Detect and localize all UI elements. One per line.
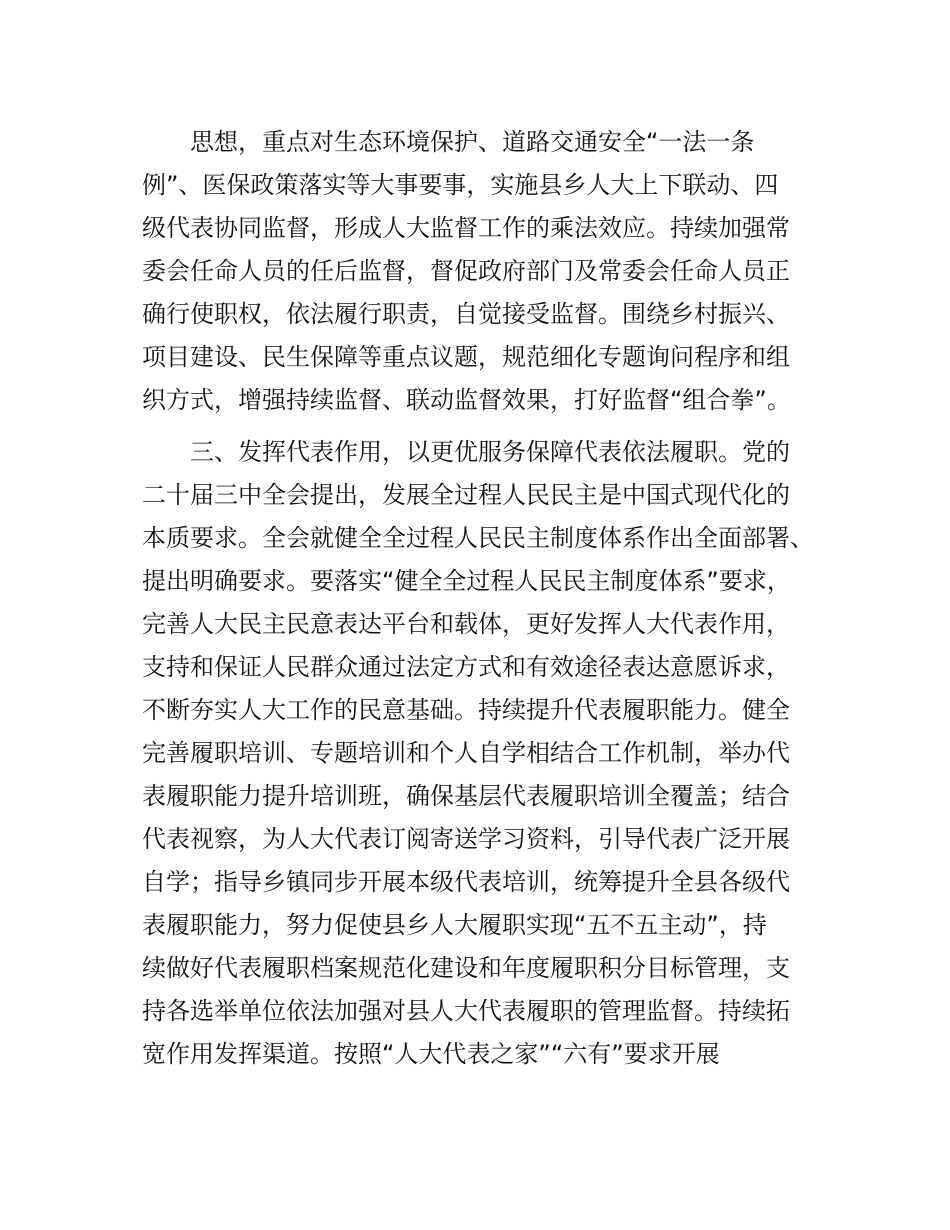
paragraph-1-line-6: 项目建设、民生保障等重点议题，规范细化专题询问程序和组 bbox=[142, 343, 790, 371]
paragraph-2-line-6: 支持和保证人民群众通过法定方式和有效途径表达意愿诉求， bbox=[142, 653, 790, 681]
paragraph-1-line-3: 级代表协同监督，形成人大监督工作的乘法效应。持续加强常 bbox=[142, 214, 790, 242]
paragraph-2-line-4: 提出明确要求。要落实“健全全过程人民民主制度体系”要求， bbox=[142, 567, 791, 595]
paragraph-2-line-8: 完善履职培训、专题培训和个人自学相结合工作机制，举办代 bbox=[142, 739, 790, 767]
paragraph-2-line-1: 三、发挥代表作用，以更优服务保障代表依法履职。党的 bbox=[190, 438, 790, 466]
paragraph-1-line-2: 例”、医保政策落实等大事要事，实施县乡人大上下联动、四 bbox=[142, 171, 779, 199]
paragraph-1-line-4: 委会任命人员的任后监督，督促政府部门及常委会任命人员正 bbox=[142, 257, 790, 285]
paragraph-2-line-15: 宽作用发挥渠道。按照“人大代表之家”“六有”要求开展 bbox=[142, 1040, 720, 1068]
paragraph-2-line-10: 代表视察，为人大代表订阅寄送学习资料，引导代表广泛开展 bbox=[142, 825, 790, 853]
paragraph-1-line-7: 织方式，增强持续监督、联动监督效果，打好监督“组合拳”。 bbox=[142, 386, 791, 414]
paragraph-2-line-12: 表履职能力，努力促使县乡人大履职实现“五不五主动”，持 bbox=[142, 911, 767, 939]
paragraph-1-line-5: 确行使职权，依法履行职责，自觉接受监督。围绕乡村振兴、 bbox=[142, 300, 790, 328]
paragraph-2-line-7: 不断夯实人大工作的民意基础。持续提升代表履职能力。健全 bbox=[142, 696, 790, 724]
paragraph-2-line-5: 完善人大民主民意表达平台和载体，更好发挥人大代表作用， bbox=[142, 610, 790, 638]
paragraph-2-line-2: 二十届三中全会提出，发展全过程人民民主是中国式现代化的 bbox=[142, 481, 790, 509]
paragraph-2-line-14: 持各选举单位依法加强对县人大代表履职的管理监督。持续拓 bbox=[142, 997, 790, 1025]
paragraph-2-line-11: 自学；指导乡镇同步开展本级代表培训，统筹提升全县各级代 bbox=[142, 868, 790, 896]
paragraph-2-line-9: 表履职能力提升培训班，确保基层代表履职培训全覆盖；结合 bbox=[142, 782, 790, 810]
paragraph-2-line-3: 本质要求。全会就健全全过程人民民主制度体系作出全面部署、 bbox=[142, 524, 814, 552]
paragraph-1-line-1: 思想，重点对生态环境保护、道路交通安全“一法一条 bbox=[190, 128, 755, 156]
paragraph-2-line-13: 续做好代表履职档案规范化建设和年度履职积分目标管理，支 bbox=[142, 954, 790, 982]
